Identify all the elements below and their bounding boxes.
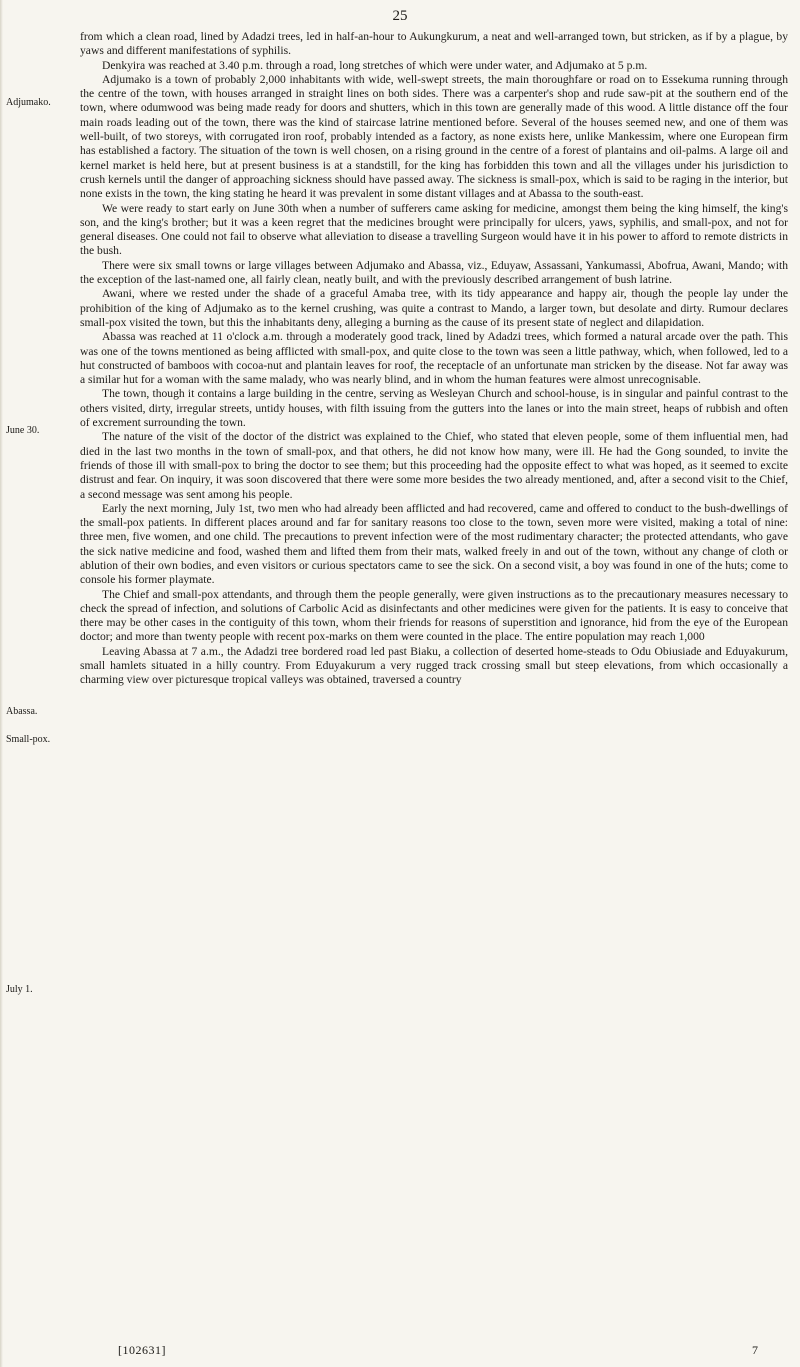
paragraph: Early the next morning, July 1st, two men who had already been afflicted and had recovered, came and offered to conduct to the bush-dwellings of the small-pox patients. In different places around and far for sanitary reasons too close to the town, seven more were visited, making a total of nine: three men, five women, and one child. The precautions to prevent infection were of the most rudimentary character; the protected attendants, who gave the sick native medicine and food, washed them and lifted them from their mats, walked freely in and out of the town, without any change of cloth or ablution of their own bodies, and even visitors or curious spectators came to see the sick. On a second visit, a boy was found in one of the huts; come to console his former playmate. bbox=[80, 501, 788, 587]
page-number: 25 bbox=[392, 8, 408, 24]
body-text bbox=[80, 30, 788, 688]
paragraph: Adjumako is a town of probably 2,000 inhabitants with wide, well-swept streets, the main thoroughfare or road on to Essekuma running through the centre of the town, with houses arranged in straight lines on both sides. There was a carpenter's shop and rude saw-pit at the southern end of the town, where odumwood was being made ready for doors and shutters, which in this town are generally made of this wood. A little distance off the four main roads leading out of the town, there was the kind of staircase latrine mentioned before. Several of the houses seemed new, and one of them was well-built, of two storeys, with corrugated iron roof, probably intended as a factory, as none exists here, unlike Mankessim, where one European firm has established a factory. The situation of the town is well chosen, on a rising ground in the centre of a forest of plantains and oil-palms. A large oil and kernel market is held here, but at present business is at a standstill, for the king has forbidden this town and all the villages under his jurisdiction to crush kernels until the danger of approaching sickness should have passed away. The sickness is small-pox, which is said to be raging in the interior, but none exists in the town, the king stating he heard it was prevalent in some distant villages and at Abassa to the south-east. bbox=[80, 72, 788, 201]
paragraph: Abassa was reached at 11 o'clock a.m. through a moderately good track, lined by Adadzi trees, which formed a natural arcade over the path. This was one of the towns mentioned as being afflicted with small-pox, and quite close to the town was seen a little pathway, which, when followed, led to a hut constructed of bamboos with cocoa-nut and plantain leaves for roof, the receptacle of an unfortunate man stricken by the disease. Not far away was a similar hut for a woman with the same malady, who was nearly blind, and in whom the human features were almost unrecognisable. bbox=[80, 330, 788, 387]
paragraph: The town, though it contains a large building in the centre, serving as Wesleyan Church and school-house, is in singular and painful contrast to the others visited, dirty, irregular streets, untidy houses, with filth issuing from the gutters into the lanes or into the main street, heaps of rubbish and often of excrement surrounding the town. bbox=[80, 387, 788, 430]
print-code: [102631] bbox=[118, 1343, 166, 1357]
margin-note-small-pox: Small-pox. bbox=[6, 734, 51, 745]
signature-mark: 7 bbox=[752, 1343, 758, 1357]
paragraph: The Chief and small-pox attendants, and through them the people generally, were given instructions as to the precautionary measures necessary to check the spread of infection, and solutions of Carbolic Acid as disinfectants and other medicines were given for the patients. It is easy to conceive that there may be other cases in the contiguity of this town, whom their friends for reasons of superstition and ignorance, hid from the eye of the European doctor; and more than twenty people with recent pox-marks on them were counted in the place. The entire population may reach 1,000 bbox=[80, 587, 788, 644]
paragraph: Awani, where we rested under the shade of a graceful Amaba tree, with its tidy appearance and happy air, though the people lay under the prohibition of the king of Adjumako as to the kernel crushing, was quite a contrast to Mando, a larger town, but desolate and dirty. Rumour declares small-pox visited the town, but this the inhabitants deny, alleging a burning as the cause of its present state of neglect and dilapidation. bbox=[80, 287, 788, 329]
margin-note-july-1: July 1. bbox=[6, 984, 33, 995]
paragraph: The nature of the visit of the doctor of the district was explained to the Chief, who stated that eleven people, some of them influential men, had died in the last two months in the town of small-pox, and that others, he did not know how many, were ill. He had the Gong sounded, to invite the friends of those ill with small-pox to bring the doctor to see them; but this proceeding had the opposite effect to what was hoped, as it seemed to excite distrust and fear. On inquiry, it was soon discovered that there were some more besides the two already mentioned, and, after a second visit to the Chief, a second message was sent among his people. bbox=[80, 430, 788, 501]
page-footer bbox=[118, 1343, 758, 1358]
paragraph: Denkyira was reached at 3.40 p.m. through a road, long stretches of which were under water, and Adjumako at 5 p.m. bbox=[102, 58, 648, 72]
scan-edge bbox=[0, 0, 3, 1367]
paragraph: There were six small towns or large villages between Adjumako and Abassa, viz., Eduyaw, Assassani, Yankumassi, Abofrua, Awani, Mando; with the exception of the last-named one, all fairly clean, neatly built, and with the previously described arrangement of bush latrine. bbox=[80, 258, 788, 287]
margin-note-june-30: June 30. bbox=[6, 425, 40, 436]
paragraph: We were ready to start early on June 30th when a number of sufferers came asking for medicine, amongst them being the king himself, the king's son, and the king's brother; but it was a keen regret that the medicines brought were principally for ulcers, yaws, syphilis, and small-pox, and not for general diseases. One could not fail to observe what alleviation to disease a travelling Surgeon would have it in his power to afford to remote districts in the bush. bbox=[80, 201, 788, 258]
paragraph: from which a clean road, lined by Adadzi trees, led in half-an-hour to Aukungkurum, a neat and well-arranged town, but stricken, as if by a plague, by yaws and different manifestations of syphilis. bbox=[80, 30, 788, 58]
paragraph: Leaving Abassa at 7 a.m., the Adadzi tree bordered road led past Biaku, a collection of deserted home-steads to Odu Obiusiade and Eduyakurum, small hamlets situated in a hilly country. From Eduyakurum a very rugged track crossing small but steep elevations, from which occasionally a charming view over picturesque tropical valleys was obtained, traversed a country bbox=[80, 644, 788, 687]
margin-note-adjumako: Adjumako. bbox=[6, 97, 51, 108]
margin-note-abassa: Abassa. bbox=[6, 706, 38, 717]
